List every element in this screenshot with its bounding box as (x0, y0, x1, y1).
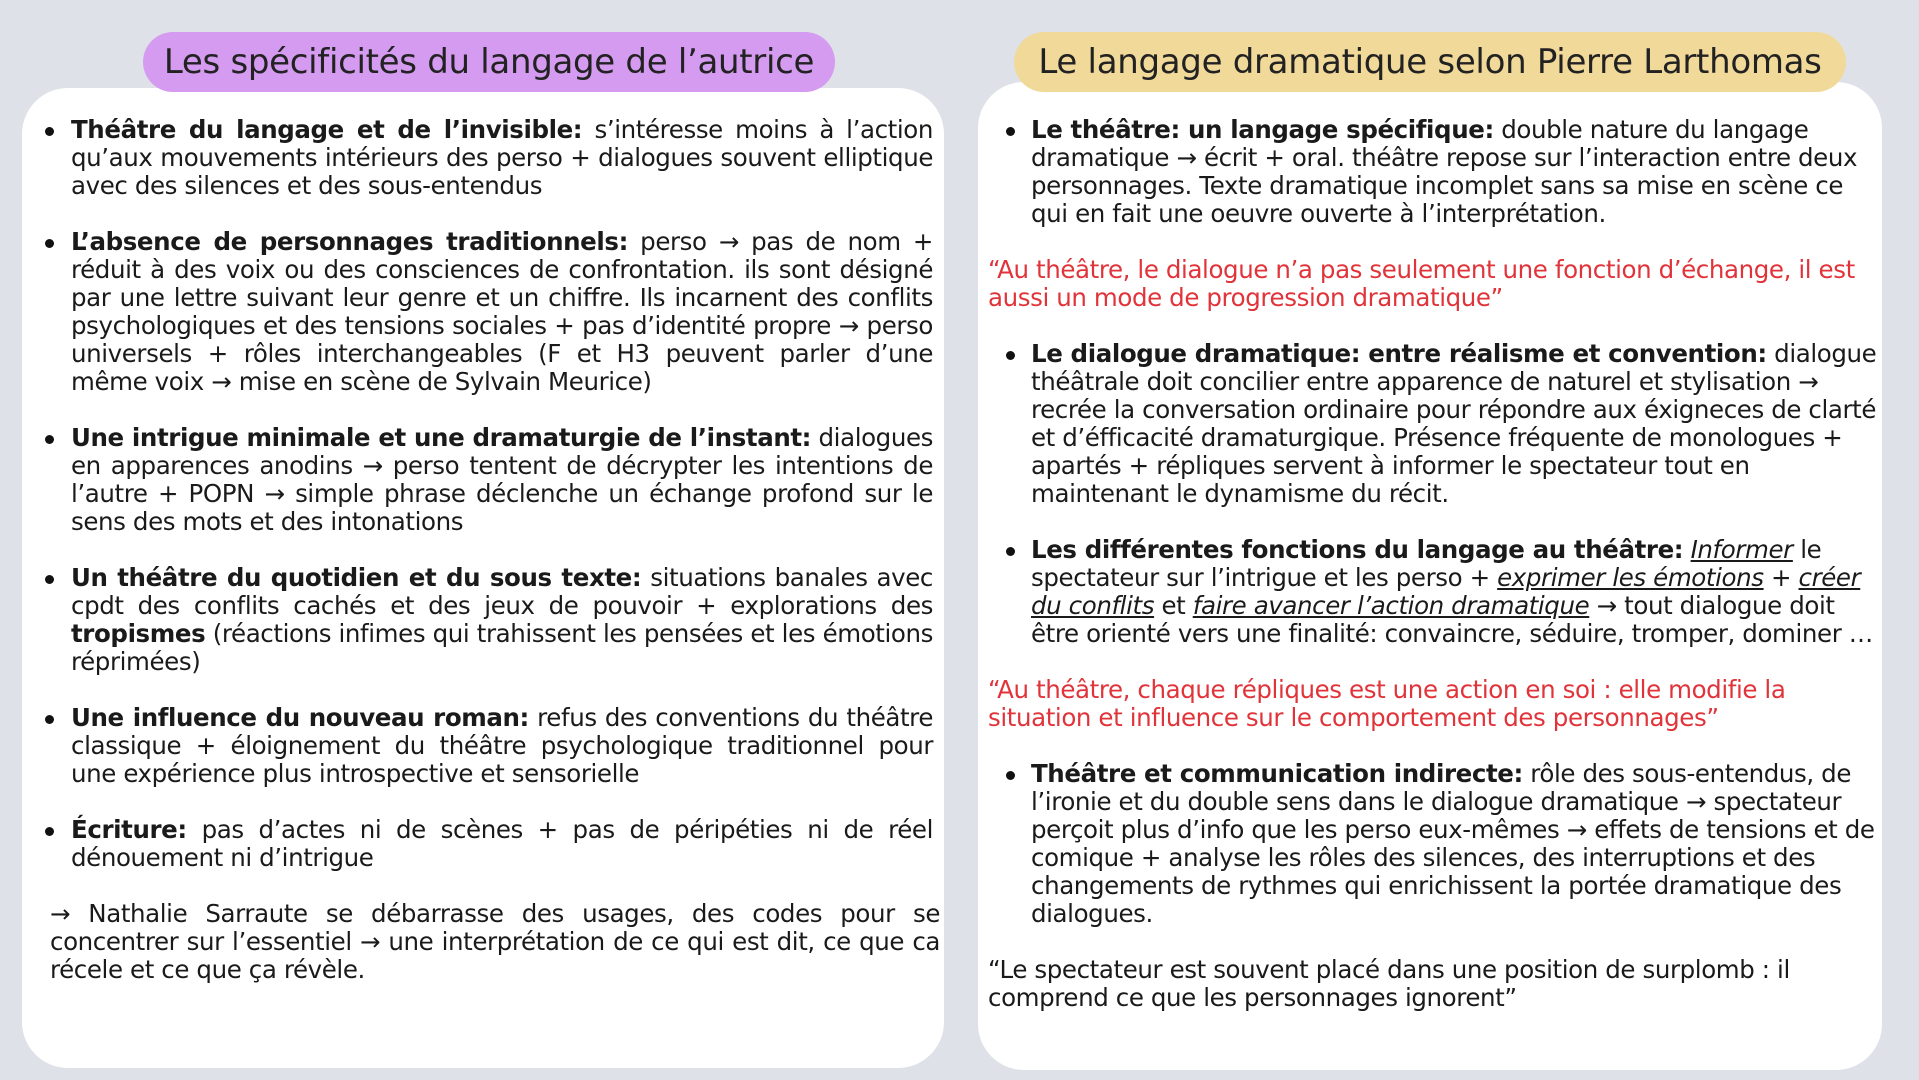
left-item-3-head: Une intrigue minimale et une dramaturgie de l’instant: (71, 423, 812, 452)
right-item-1 (988, 116, 1880, 228)
left-item-4 (22, 564, 933, 676)
right-item-3-t4: → tout dialogue doit être orienté vers une finalité: convaincre, séduire, tromper, dominer … (1031, 591, 1873, 648)
left-item-3-text: dialogues en apparences anodins → perso tentent de décrypter les intentions de l’autre + POPN → simple phrase déclenche un échange profond sur le sens des mots et des intonations (71, 423, 934, 536)
left-item-1 (22, 116, 933, 200)
right-panel (978, 82, 1882, 1070)
right-item-3-head: Les différentes fonctions du langage au théâtre: (1031, 535, 1684, 564)
right-item-3-t3: et (1154, 591, 1193, 620)
right-item-2-text: dialogue théâtrale doit concilier entre apparence de naturel et stylisation → recrée la conversation ordinaire pour répondre aux éxigneces de clarté et d’éfficacité dramaturgique. Présence fréquente de monologues + apartés + répliques servent à informer le spectateur tout en maintenant le dynamisme du récit. (1031, 339, 1877, 508)
right-item-3-informer: Informer (1690, 535, 1793, 564)
right-item-3-t2: + (1763, 563, 1799, 592)
right-item-2 (988, 340, 1880, 508)
right-item-3 (988, 536, 1880, 648)
right-item-4 (988, 760, 1880, 928)
left-item-2-head: L’absence de personnages traditionnels: (71, 227, 628, 256)
left-title-pill: Les spécificités du langage de l’autrice (143, 32, 835, 92)
right-item-3-conflits: créer du conflits (1031, 563, 1861, 620)
right-item-3-action: faire avancer l’action dramatique (1192, 591, 1590, 620)
right-quote-1: “Au théâtre, le dialogue n’a pas seulement une fonction d’échange, il est aussi un mode de progression dramatique” (988, 255, 1855, 312)
left-item-6-head: Écriture: (71, 815, 187, 844)
left-item-4-text2: (réactions infimes qui trahissent les pensées et les émotions réprimées) (71, 619, 933, 676)
left-item-3 (22, 424, 933, 536)
right-quote-2: “Au théâtre, chaque répliques est une action en soi : elle modifie la situation et influence sur le comportement des personnages” (988, 675, 1786, 732)
left-item-4-keyword: tropismes (71, 619, 206, 648)
right-item-3-t1: le spectateur sur l’intrigue et les perso + (1031, 535, 1822, 592)
left-item-1-text: s’intéresse moins à l’action qu’aux mouvements intérieurs des perso + dialogues souvent elliptique avec des silences et des sous-entendus (71, 115, 933, 200)
left-item-2 (22, 228, 933, 396)
left-item-6 (22, 816, 933, 872)
right-quote-3: “Le spectateur est souvent placé dans une position de surplomb : il comprend ce que les personnages ignorent” (988, 955, 1790, 1012)
left-item-1-head: Théâtre du langage et de l’invisible: (71, 115, 583, 144)
left-panel (22, 88, 944, 1068)
right-item-1-text: double nature du langage dramatique → écrit + oral. théâtre repose sur l’interaction entre deux personnages. Texte dramatique incomplet sans sa mise en scène ce qui en fait une oeuvre ouverte à l’interprétation. (1031, 115, 1858, 228)
right-item-1-head: Le théâtre: un langage spécifique: (1031, 115, 1494, 144)
right-item-4-head: Théâtre et communication indirecte: (1031, 759, 1523, 788)
right-item-4-text: rôle des sous-entendus, de l’ironie et du double sens dans le dialogue dramatique → spectateur perçoit plus d’info que les perso eux-mêmes → effets de tensions et de comique + analyse les rôles des silences, des interruptions et des changements de rythmes qui enrichissent la portée dramatique des dialogues. (1031, 759, 1875, 928)
left-item-6-text: pas d’actes ni de scènes + pas de péripéties ni de réel dénouement ni d’intrigue (71, 815, 933, 872)
left-item-4-head: Un théâtre du quotidien et du sous texte: (71, 563, 642, 592)
left-conclusion: → Nathalie Sarraute se débarrasse des usages, des codes pour se concentrer sur l’essentiel → une interprétation de ce qui est dit, ce que ca récele et ce que ça révèle. (50, 899, 940, 984)
left-item-4-text: situations banales avec cpdt des conflits cachés et des jeux de pouvoir + explorations des (71, 563, 933, 620)
left-item-5 (22, 704, 933, 788)
right-title-pill: Le langage dramatique selon Pierre Larthomas (1014, 32, 1846, 92)
left-item-2-text: perso → pas de nom + réduit à des voix ou des consciences de confrontation. ils sont désigné par une lettre suivant leur genre et un chiffre. Ils incarnent des conflits psychologiques et des tensions sociales + pas d’identité propre → perso universels + rôles interchangeables (F et H3 peuvent parler d’une même voix → mise en scène de Sylvain Meurice) (71, 227, 933, 396)
right-item-2-head: Le dialogue dramatique: entre réalisme et convention: (1031, 339, 1767, 368)
left-item-5-head: Une influence du nouveau roman: (71, 703, 529, 732)
right-item-3-emotions: exprimer les émotions (1497, 563, 1764, 592)
left-item-5-text: refus des conventions du théâtre classique + éloignement du théâtre psychologique traditionnel pour une expérience plus introspective et sensorielle (71, 703, 933, 788)
